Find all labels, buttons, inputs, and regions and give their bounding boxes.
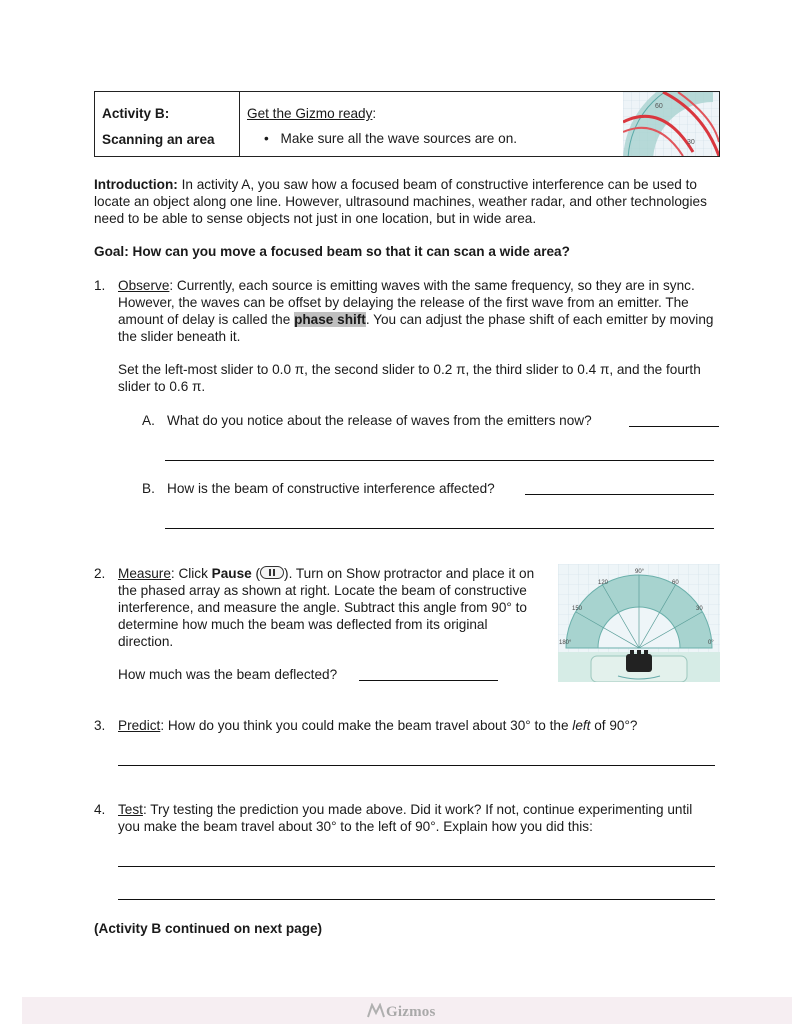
q4-answer-line-2[interactable] bbox=[118, 899, 715, 900]
pause-icon bbox=[260, 566, 284, 579]
q4-answer-line-1[interactable] bbox=[118, 866, 715, 867]
prot-label-150: 150 bbox=[572, 606, 583, 612]
q2-number: 2. bbox=[94, 566, 106, 581]
gizmo-ready-cell bbox=[239, 92, 624, 156]
q1-term: phase shift bbox=[294, 312, 366, 327]
prot-label-60: 60 bbox=[672, 580, 679, 586]
gizmo-thumbnail bbox=[623, 92, 719, 156]
q1a-letter: A. bbox=[142, 413, 155, 428]
q2-answer-line[interactable] bbox=[359, 680, 498, 681]
q2-text-b: ( bbox=[251, 566, 261, 581]
activity-label: Activity B: bbox=[102, 106, 170, 121]
q1b-answer-line-1[interactable] bbox=[525, 494, 714, 495]
q1b-letter: B. bbox=[142, 481, 155, 496]
prot-label-0: 0° bbox=[708, 640, 714, 646]
q2-question: How much was the beam deflected? bbox=[118, 667, 338, 682]
q3-number: 3. bbox=[94, 718, 106, 733]
q1-text-a: : Currently, each source is emitting waves with the same frequency, so they are in sync. However, the waves can be offset by delaying the release of the first wave from an emitter. The amount of delay is called the bbox=[118, 278, 695, 327]
ready-bullet-item bbox=[264, 130, 517, 147]
q4-label: Test bbox=[118, 802, 143, 817]
q1-number: 1. bbox=[94, 278, 106, 293]
introduction-paragraph bbox=[94, 176, 714, 227]
q1-paragraph bbox=[118, 277, 716, 345]
q2-label: Measure bbox=[118, 566, 171, 581]
activity-header-table bbox=[94, 91, 720, 157]
q3-paragraph bbox=[118, 717, 716, 734]
q4-paragraph bbox=[118, 801, 716, 835]
goal-heading: Goal: How can you move a focused beam so that it can scan a wide area? bbox=[94, 244, 570, 259]
protractor-diagram-icon bbox=[558, 564, 720, 682]
q4-text: : Try testing the prediction you made above. Did it work? If not, continue experimenting until you make the beam travel about 30° to the left of 90°. Explain how you did this: bbox=[118, 802, 693, 834]
q1a-answer-line-2[interactable] bbox=[165, 460, 714, 461]
thumb-label-30: 30 bbox=[687, 139, 695, 146]
ready-colon: : bbox=[372, 106, 377, 121]
intro-label: Introduction: bbox=[94, 177, 178, 192]
prot-label-30: 30 bbox=[696, 606, 703, 612]
q3-text-a: : How do you think you could make the beam travel about 30° to the bbox=[160, 718, 573, 733]
q1b-text: How is the beam of constructive interference affected? bbox=[167, 481, 495, 496]
q2-pause-label: Pause bbox=[211, 566, 252, 581]
q3-answer-line[interactable] bbox=[118, 765, 715, 766]
continued-note: (Activity B continued on next page) bbox=[94, 921, 323, 936]
prot-label-180: 180° bbox=[559, 640, 572, 646]
prot-label-90: 90° bbox=[635, 569, 645, 575]
q1b-answer-line-2[interactable] bbox=[165, 528, 714, 529]
prot-label-120: 120 bbox=[598, 580, 609, 586]
activity-title: Scanning an area bbox=[102, 132, 215, 147]
q3-label: Predict bbox=[118, 718, 161, 733]
q4-number: 4. bbox=[94, 802, 106, 817]
intro-text: In activity A, you saw how a focused beam of constructive interference can be used to locate an object along one line. However, ultrasound machines, weather radar, and other technologies need to be able to sense objects not just in one location, but in wide area. bbox=[94, 177, 707, 226]
gizmos-logo-text: Gizmos bbox=[386, 1004, 436, 1020]
bullet-dot-icon: • bbox=[264, 131, 269, 146]
q1-text-b: . You can adjust the phase shift of each emitter by moving the slider beneath it. bbox=[118, 312, 714, 344]
q3-italic: left bbox=[572, 718, 591, 733]
q2-paragraph bbox=[118, 565, 538, 650]
protractor-image bbox=[558, 564, 720, 682]
activity-title-cell bbox=[95, 92, 240, 156]
q1a-text: What do you notice about the release of waves from the emitters now? bbox=[167, 413, 592, 428]
thumb-label-60: 60 bbox=[655, 103, 663, 110]
ready-heading: Get the Gizmo ready bbox=[247, 106, 373, 121]
q2-text-c: ). Turn on Show protractor and place it on the phased array as shown at right. Locate the beam of constructive interference, and measure the angle. Subtract this angle from 90° to determine how much the beam was deflected from its original direction. bbox=[118, 566, 535, 649]
q3-text-b: of 90°? bbox=[590, 718, 638, 733]
gizmos-logo bbox=[366, 1003, 436, 1021]
gizmos-logo-icon bbox=[366, 1003, 386, 1019]
protractor-thumbnail-icon bbox=[623, 92, 719, 156]
q1a-answer-line-1[interactable] bbox=[629, 426, 719, 427]
q1-instruction: Set the left-most slider to 0.0 π, the second slider to 0.2 π, the third slider to 0.4 π, and the fourth slider to 0.6 π. bbox=[118, 362, 701, 394]
ready-bullet-text: Make sure all the wave sources are on. bbox=[280, 131, 518, 146]
q2-text-a: : Click bbox=[170, 566, 212, 581]
q1-label: Observe bbox=[118, 278, 170, 293]
